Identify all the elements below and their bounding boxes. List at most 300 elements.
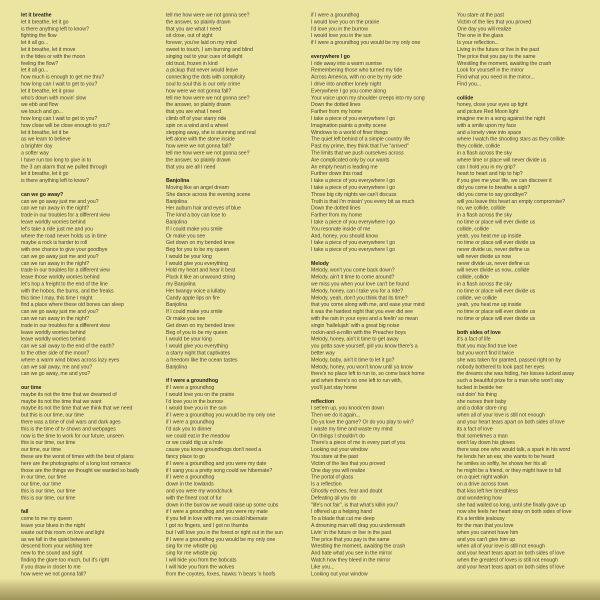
lyric-line: that kiss left her breathless (457, 487, 518, 494)
lyric-line: will you leave this heart an empty compromise? (457, 198, 565, 205)
lyric-line: Down the dotted lines (311, 205, 361, 212)
lyric-line: Hold my heart and hear it beat (166, 267, 236, 274)
lyric-line: can we go away just me and you? (21, 253, 99, 260)
lyric-line: if I were a groundhog (166, 474, 215, 481)
song-section (21, 12, 176, 184)
lyric-line: finding the glare too much, but it's right (21, 556, 109, 563)
lyric-line: Candy apple lips on fire (166, 294, 220, 301)
lyric-line: on a quiet night walkin (457, 474, 508, 481)
lyric-line: soul to soul this is our only crime (166, 80, 241, 87)
lyric-line: I would love you on the prairie (311, 18, 380, 25)
lyric-line: forever, you've laid on my mind (166, 39, 237, 46)
lyric-line: on a drive across town (457, 481, 509, 488)
lyric-line: connecting the dots with complicity (166, 74, 246, 81)
lyric-line: where I watch the shooting stars as they collide (457, 136, 565, 143)
bottom-shadow-band (0, 578, 600, 600)
lyric-line: I take a piece of you everywhere I go (311, 239, 395, 246)
lyric-line: Banjolina (166, 198, 188, 205)
lyric-line: now is the time to work for our future, unseen (21, 432, 124, 439)
lyric-line: Looking out your window (311, 570, 368, 577)
lyric-line: it was the hardest night that you ever did see (311, 308, 413, 315)
lyric-line: The portal of glass (311, 474, 354, 481)
lyric-line: Melody, yeah, don't you think that its time? (311, 294, 408, 301)
lyric-line: Beg for you to be my queen (166, 246, 230, 253)
lyric-line: he smiles so softly, he shows her his all (457, 460, 547, 467)
lyric-line: fighting the flow (21, 32, 57, 39)
lyric-line: I have run too long to give in to (21, 156, 92, 163)
lyric-line: in the tides or with the moon (21, 53, 86, 60)
lyric-line: no time or place will ever divide us (457, 315, 536, 322)
lyric-line: we could eat in the meadow (166, 432, 230, 439)
lyric-line: the dreams she was hiding, her kisses tucked away (457, 370, 575, 377)
lyric-line: the answer, so plainly drawn (166, 156, 231, 163)
lyric-line: Farther from my home (311, 108, 362, 115)
lyric-line: this is the time of tv shows and webpages (21, 425, 116, 432)
lyric-line: and your heart tears apart on both sides of love (457, 563, 565, 570)
lyric-line: Victim of the lies that you proved (311, 460, 386, 467)
lyric-line: this is our time, our time (21, 487, 76, 494)
lyric-line: Beg of you to be my queen (166, 329, 228, 336)
song-title: Melody (311, 260, 329, 267)
lyric-line: but this is our time, our time (21, 412, 84, 419)
lyric-line: we ebb and flow (21, 101, 59, 108)
lyric-line: trade in our troubles for a different view (21, 212, 110, 219)
lyric-line: Victim of the lies that you proved (457, 18, 532, 25)
lyrics-column-2 (166, 12, 321, 578)
lyric-line: stepping away, she is stunning and real (166, 129, 256, 136)
lyric-line: no time or place will ever divide us (457, 239, 536, 246)
lyric-line: no, we collide, collide (457, 205, 506, 212)
lyric-line: new to the sound and sight (21, 550, 83, 557)
lyric-line: when all of your love is still not enough (457, 412, 545, 419)
lyric-line: with the rain in your eyes and a feelin' so mean (311, 315, 418, 322)
lyric-line: a pickup that never would leave (166, 67, 238, 74)
lyric-line: how much is enough to get me thru? (21, 74, 105, 81)
lyric-line: You stare at the past (457, 12, 504, 18)
song-section (21, 191, 176, 377)
lyric-line: in a flash across the sky (457, 149, 512, 156)
lyric-line: can we run away in the night? (21, 205, 90, 212)
lyric-line: I would be your king (166, 336, 212, 343)
lyric-line: he might be a friend, or they might have to fall (457, 467, 562, 474)
lyric-line: Moving like an angel dream (166, 184, 229, 191)
lyric-line: Down the dotted lines (311, 101, 361, 108)
lyric-line: here are the photographs of a long lost romance (21, 460, 131, 467)
lyric-line: the 3 am alarm that we pulled through (21, 163, 108, 170)
lyric-line: Melody, honey, you won't know until ya know (311, 363, 413, 370)
lyric-line: "life's not fair", is that what's killin you? (311, 501, 398, 508)
lyric-line: Her auburn hair and eyes of blue (166, 205, 241, 212)
lyric-line: On things I shouldn't do (311, 432, 365, 439)
lyric-line: Pluck it like an unwound string (166, 274, 236, 281)
lyric-line: I take a piece of you everywhere I go (311, 218, 395, 225)
lyric-line: sing for me whistle pig (166, 550, 217, 557)
lyric-line: leave worldly worries behind (21, 218, 86, 225)
lyric-line: The one in the glass (457, 32, 504, 39)
lyric-line: now she feels her heart stray on both sides of love (457, 508, 572, 515)
song-title: if I were a groundhog (166, 377, 219, 384)
lyric-line: and wondering how (457, 494, 502, 501)
lyric-line: trade in our troubles for a different view (21, 322, 110, 329)
lyric-line: You resonate inside of me (311, 225, 371, 232)
lyric-line: it's a fact of life (457, 336, 491, 343)
lyric-line: heart to heart and hip to hip? (457, 170, 523, 177)
lyric-line: imagine me in a song against the night (457, 115, 545, 122)
lyric-line: from the coyotes, foxes, hawks 'n bears 'n hoofs (166, 570, 276, 577)
song-section (311, 260, 466, 391)
lyric-line: find a place where these old bones can sleep (21, 301, 124, 308)
lyric-line: how were we not gonna fall? (166, 143, 232, 150)
lyric-line: this is our time, our time (21, 439, 76, 446)
lyric-line: can we go away just me and you? (21, 198, 99, 205)
lyric-line: trade in our troubles for a different view (21, 267, 110, 274)
lyric-line: and your heart tears apart on both sides of love (457, 550, 565, 557)
lyric-line: Melody, ain't it time to come around? (311, 274, 395, 281)
lyric-line: that you may find true love (457, 343, 518, 350)
lyric-line: if you fell in love with me, we could hibernate (166, 515, 268, 522)
lyric-line: he lends her an ear, she wants to be heard (457, 453, 555, 460)
lyric-line: An empty heart is leading me (311, 163, 378, 170)
song-title: Banjolina (166, 177, 190, 184)
lyric-line: Get down on my bended knee (166, 322, 235, 329)
lyric-line: Or make you see (166, 315, 206, 322)
lyric-line: that you are what I need (166, 108, 222, 115)
lyric-line: there was a time of civil wars and dark ages (21, 419, 121, 426)
lyric-line: Find what you need in the mirror... (457, 74, 535, 81)
lyric-line: Like you... (311, 563, 335, 570)
lyric-line: Melody, won't you come back down? (311, 267, 395, 274)
song-title: reflection (311, 398, 335, 405)
lyric-line: I ride away into a warm sunrise (311, 60, 382, 67)
lyric-line: One day you will realize (457, 25, 512, 32)
lyric-line: let it breathe, let it go (21, 170, 69, 177)
lyric-line: Are complicated only by our wants (311, 156, 390, 163)
lyric-line: can we sail away to the end of the earth? (21, 343, 115, 350)
lyric-line: leave worldly worries behind (21, 329, 86, 336)
lyric-line: with a smile upon my face (457, 122, 517, 129)
lyric-line: yeah, you heat me up inside (457, 232, 522, 239)
lyric-line: maybe a rock is harder to roll (21, 239, 88, 246)
lyric-line: I take a piece of you everywhere I go (311, 177, 395, 184)
lyric-line: Ghostly echoes, fear and doubt (311, 487, 383, 494)
lyric-line: a softer way (21, 149, 49, 156)
lyric-line: Do ya love the game? Or do you play to win? (311, 419, 414, 426)
lyric-line: our time, our time (21, 446, 61, 453)
lyric-line: Then we do it again... (311, 412, 361, 419)
lyric-line: my Banjolina (166, 281, 196, 288)
lyric-line: let it all go... (21, 39, 49, 46)
lyric-line: if I were a groundhog and you were my mate (166, 508, 268, 515)
lyric-line: that you are all I need (166, 163, 216, 170)
lyric-line: leave your blues in the night (21, 522, 85, 529)
lyric-line: as we fall in the quiet between (21, 536, 90, 543)
lyric-line: with one chance to give your goodbye (21, 246, 108, 253)
lyric-line: let's take a ride just me and you (21, 225, 94, 232)
lyric-line: I got no fingers, and I got no thumbs (166, 522, 249, 529)
lyric-line: if I were a groundhog (311, 12, 360, 18)
lyric-line: who's down with movin' slow (21, 94, 87, 101)
lyric-line: if I sang you a pretty song could we hibernate? (166, 467, 273, 474)
lyric-line: did you come to say goodbye? (457, 191, 527, 198)
lyric-line: our time, our time (21, 481, 61, 488)
lyric-line: with the finest coat of fur (166, 494, 222, 501)
lyric-line: in a flash across the sky (457, 281, 512, 288)
lyric-line: how were we not gonna fall? (21, 570, 87, 577)
lyric-line: this time I may, this time I might (21, 294, 93, 301)
lyric-line: never divide us, never define us (457, 260, 530, 267)
lyric-line: did you come to breathe a sigh? (457, 184, 531, 191)
lyric-line: if I were a groundhog you would be my only one (166, 412, 276, 419)
lyric-line: I would love you on the prairie (166, 391, 235, 398)
lyric-line: out doin' his thing (457, 391, 497, 398)
lyric-line: Farther from my home (311, 212, 362, 219)
lyric-line: if you give me your life, we can discover it (457, 177, 552, 184)
lyric-line: The quiet left behind of a simple country life (311, 136, 410, 143)
lyric-line: There's a piece of me in every part of you (311, 439, 406, 446)
lyric-line: and a dollar store ring (457, 405, 507, 412)
song-section (457, 95, 600, 323)
lyric-line: Watch how they bleed in the mirror (311, 556, 391, 563)
lyric-line: tell me how were we not gonna see? (166, 12, 250, 18)
lyric-line: If I could make you smile (166, 225, 223, 232)
lyric-line: how were we not gonna fall? (166, 87, 232, 94)
lyric-line: To a blade that cut me deep (311, 515, 375, 522)
lyric-line: and a lonely view into space (457, 129, 522, 136)
lyric-line: Looking out your window (311, 446, 368, 453)
lyric-line: this is our time, our time (21, 494, 76, 501)
lyric-line: Truth is that I'm missin' you every bit as much (311, 198, 415, 205)
lyric-line: and you can't give him up (457, 536, 516, 543)
lyric-line: we miss you when your love can't be found (311, 281, 409, 288)
lyric-line: I will hide you from the wolves (166, 563, 235, 570)
lyric-line: fancy place to go (166, 453, 205, 460)
song-section (166, 378, 321, 578)
lyric-line: those are the things we thought we wanted so badly (21, 467, 140, 474)
lyric-line: The limits that we push ourselves across (311, 149, 404, 156)
lyric-line: she had waited so long, until she finally gave up (457, 501, 566, 508)
lyric-line: collide, we collide (457, 294, 497, 301)
lyric-line: no time or place will ever divide us (457, 287, 536, 294)
lyric-line: I take a piece of you everywhere I go (311, 115, 395, 122)
lyric-line: the answer, so plainly drawn (166, 18, 231, 25)
lyric-line: its a fact of love (457, 425, 493, 432)
lyric-line: old trust, frozen in kind (166, 60, 218, 67)
lyric-line: Further down this road (311, 170, 363, 177)
lyric-line: will never divide us now...collide (457, 267, 530, 274)
lyric-line: I waste my time and waste my mind (311, 425, 393, 432)
lyric-line: how long can I wait to get to you? (21, 80, 98, 87)
lyric-line: you'll just stay home (311, 384, 358, 391)
lyric-line: a starry night that captivates (166, 350, 231, 357)
lyric-line: maybe its not the time that we dreamed of (21, 391, 117, 398)
lyric-line: and you were my woodchuck (166, 487, 233, 494)
lyric-line: it's a terrible jealousy (457, 515, 505, 522)
lyric-line: A drowning man will drag you underneath (311, 522, 406, 529)
lyric-line: a brighter day (21, 143, 53, 150)
lyric-line: Melody, honey, ain't it time to get away (311, 336, 399, 343)
lyric-line: such a beautiful prize for a man who won't stay (457, 377, 564, 384)
lyric-line: Those big city nights we can't discuss (311, 191, 397, 198)
lyric-line: won't lay down his gloves (457, 439, 515, 446)
lyric-line: Look for yourself in the mirror (457, 67, 524, 74)
lyric-line: Imagination paints a pretty scene (311, 122, 387, 129)
lyric-line: where the road never holds us in time (21, 232, 107, 239)
lyric-line: or we could dig us a hole (166, 439, 223, 446)
lyric-line: cause you know groundhogs don't need a (166, 446, 262, 453)
lyric-line: descend from your wishing tree (21, 543, 93, 550)
lyric-line: I would give you everything (166, 343, 228, 350)
lyric-line: Wrestling the moment, awaiting the crash (457, 60, 552, 67)
lyric-line: Is a reflection (311, 481, 342, 488)
lyric-line: with the hobos, the bums, and the freaks (21, 287, 114, 294)
lyric-line: Banjolina (166, 363, 188, 370)
song-section (166, 12, 321, 171)
song-title: can we go away? (21, 191, 64, 198)
song-title: let it breathe (21, 12, 52, 18)
lyric-line: Everywhere I go you come along (311, 87, 386, 94)
lyric-line: I drive into another lonely night (311, 80, 381, 87)
lyric-line: can we run away in the night? (21, 260, 90, 267)
lyric-line: nobody bothered to look past her eyes (457, 363, 545, 370)
lyric-line: She dance across the evening scene (166, 191, 251, 198)
lyric-line: maybe its not the time that we think that we need (21, 405, 133, 412)
lyric-line: where time or place will never divide us (457, 156, 547, 163)
song-section (311, 12, 466, 46)
lyric-line: I take a piece of you everywhere I go (311, 184, 395, 191)
lyric-line: that you are what I need (166, 25, 222, 32)
lyric-line: for the man that you love (457, 522, 514, 529)
lyric-line: Melody, baby, ain't it time to let it go? (311, 356, 395, 363)
lyric-line: Or make you see (166, 232, 206, 239)
lyric-line: The kind a boy can lose to (166, 212, 226, 219)
lyric-line: that you come along with me, and ease your mind (311, 301, 425, 308)
lyric-line: better way (311, 350, 335, 357)
lyric-line: there was one who would talk, a spark in his word (457, 446, 571, 453)
lyric-line: if I were a groundhog you would be my only one (166, 536, 276, 543)
lyric-line: Get down on my bended knee (166, 239, 235, 246)
song-section (21, 385, 176, 502)
lyric-line: how close will be close enough to you? (21, 122, 110, 129)
lyric-line: I would love you in the sun (166, 405, 227, 412)
lyric-line: I will hide you from the bobcats (166, 556, 237, 563)
lyric-line: let's hop a freight to the end of the line (21, 281, 108, 288)
lyric-line: these are the worst of times with the best of plans (21, 453, 134, 460)
lyric-line: Banjolina (166, 218, 188, 225)
lyric-line: Across America, with no one by my side (311, 74, 402, 81)
lyric-line: a freedom like the ocean tastes (166, 356, 238, 363)
lyric-line: if you draw in closer to me (21, 563, 81, 570)
lyric-line: sweet to touch, I am burning and blind (166, 46, 253, 53)
lyric-line: and when there's no one left to run with, (311, 377, 402, 384)
lyric-line: in a flash across the sky (457, 212, 512, 219)
lyric-line: tucked in beside her (457, 384, 503, 391)
lyric-line: And hate what you see in the mirror (311, 550, 393, 557)
lyric-line: climb off of your starry ride (166, 115, 227, 122)
lyric-line: down in the burrow we would raise up some cubs (166, 501, 279, 508)
song-section (457, 12, 600, 88)
lyric-line: Living in the future or live in the past (457, 46, 540, 53)
lyric-line: left alone with the stone inside (166, 136, 235, 143)
song-title: fall (21, 508, 29, 515)
lyric-line: singin 'hallelujah' with a great big noise (311, 322, 400, 329)
lyric-line: sit close, out of sight (166, 32, 213, 39)
lyric-line: to the other side of the moon? (21, 350, 90, 357)
lyric-line: there's no place left to run to, so come back home (311, 370, 425, 377)
lyric-line: honey, close your eyes up tight (457, 101, 528, 108)
song-section (311, 53, 466, 253)
song-title: both sides of love (457, 329, 501, 336)
lyric-line: down in the lowlands (166, 481, 214, 488)
lyric-line: Her twangy voice a lullaby (166, 287, 226, 294)
lyric-line: she was taken for granted, passed right on by (457, 356, 561, 363)
lyric-line: Your voice upon my shoulder creeps into my song (311, 94, 425, 101)
lyric-line: when you cannot have him (457, 529, 519, 536)
lyric-line: waste out this room on love and light (21, 529, 105, 536)
lyric-line: can we go away just me and you? (21, 308, 99, 315)
song-section (166, 178, 321, 371)
lyric-line: and your heart tears apart on both sides of love (457, 419, 565, 426)
lyric-line: I'd love you in the burrow (166, 398, 223, 405)
lyric-line: The price that you pay is the same (311, 536, 390, 543)
lyrics-column-1 (21, 12, 176, 578)
lyric-line: I set'em up, you knock'em down (311, 405, 384, 412)
song-title: collide (457, 94, 474, 101)
lyric-line: Is your reflection... (457, 39, 499, 46)
lyric-line: Find you... (457, 80, 481, 87)
lyric-line: I'd ask you to dinner (166, 425, 212, 432)
lyric-line: Defeating all you do (311, 494, 357, 501)
lyric-line: let it breathe, let it grow (21, 87, 74, 94)
lyric-line: Windows to a world of finer things (311, 129, 388, 136)
lyric-line: let it breathe, let it be (21, 129, 69, 136)
lyric-line: I take a piece of you everywhere I go (311, 246, 395, 253)
lyric-line: you gotta save yourself, girl you know there's a (311, 343, 418, 350)
lyric-line: the answer, so plainly drawn (166, 101, 231, 108)
lyric-line: maybe its not the time that we want (21, 398, 102, 405)
song-section (21, 509, 176, 578)
lyric-line: if I were a groundhog and you were my date (166, 460, 267, 467)
lyrics-column-4 (457, 12, 600, 571)
lyric-line: let it breathe, let it go (21, 18, 69, 25)
lyric-line: Past my prime, they think that I've "arrived" (311, 143, 409, 150)
lyric-line: they collide, collide (457, 143, 501, 150)
lyric-line: I would be your king (166, 253, 212, 260)
lyric-line: Wrestling the moment, awaiting the crash (311, 543, 406, 550)
lyric-line: no time or place will ever divide us (457, 218, 536, 225)
lyric-line: collide, collide (457, 225, 489, 232)
lyric-line: if I were a groundhog (166, 384, 215, 391)
lyric-line: and picture Red Moon light (457, 108, 519, 115)
lyric-line: Melody, honey, can I take you for a ride? (311, 287, 404, 294)
song-section (457, 329, 600, 570)
lyric-line: will never divide us now (457, 253, 511, 260)
lyric-line: she nurses their baby (457, 398, 507, 405)
lyric-line: never divide us, never define us (457, 246, 530, 253)
lyric-line: rockin-and-a-rollin with the Preacher boys (311, 329, 406, 336)
lyric-line: tell me how were we not gonna see? (166, 94, 250, 101)
lyric-line: when all of your love is still not enough (457, 543, 545, 550)
lyric-line: yeah, you heat me up inside (457, 301, 522, 308)
lyric-line: let it breathe, let it move (21, 46, 76, 53)
lyric-line: leave worldly worries behind (21, 336, 86, 343)
lyric-line: singing out to your cues of delight (166, 53, 243, 60)
lyric-line: You stare at the past (311, 453, 358, 460)
lyric-line: tell me how were we not gonna see? (166, 149, 250, 156)
lyric-line: And, honey, you should know (311, 232, 378, 239)
lyric-line: feeling the flow? (21, 60, 59, 67)
song-title: everywhere I go (311, 53, 350, 60)
song-section (311, 398, 466, 577)
